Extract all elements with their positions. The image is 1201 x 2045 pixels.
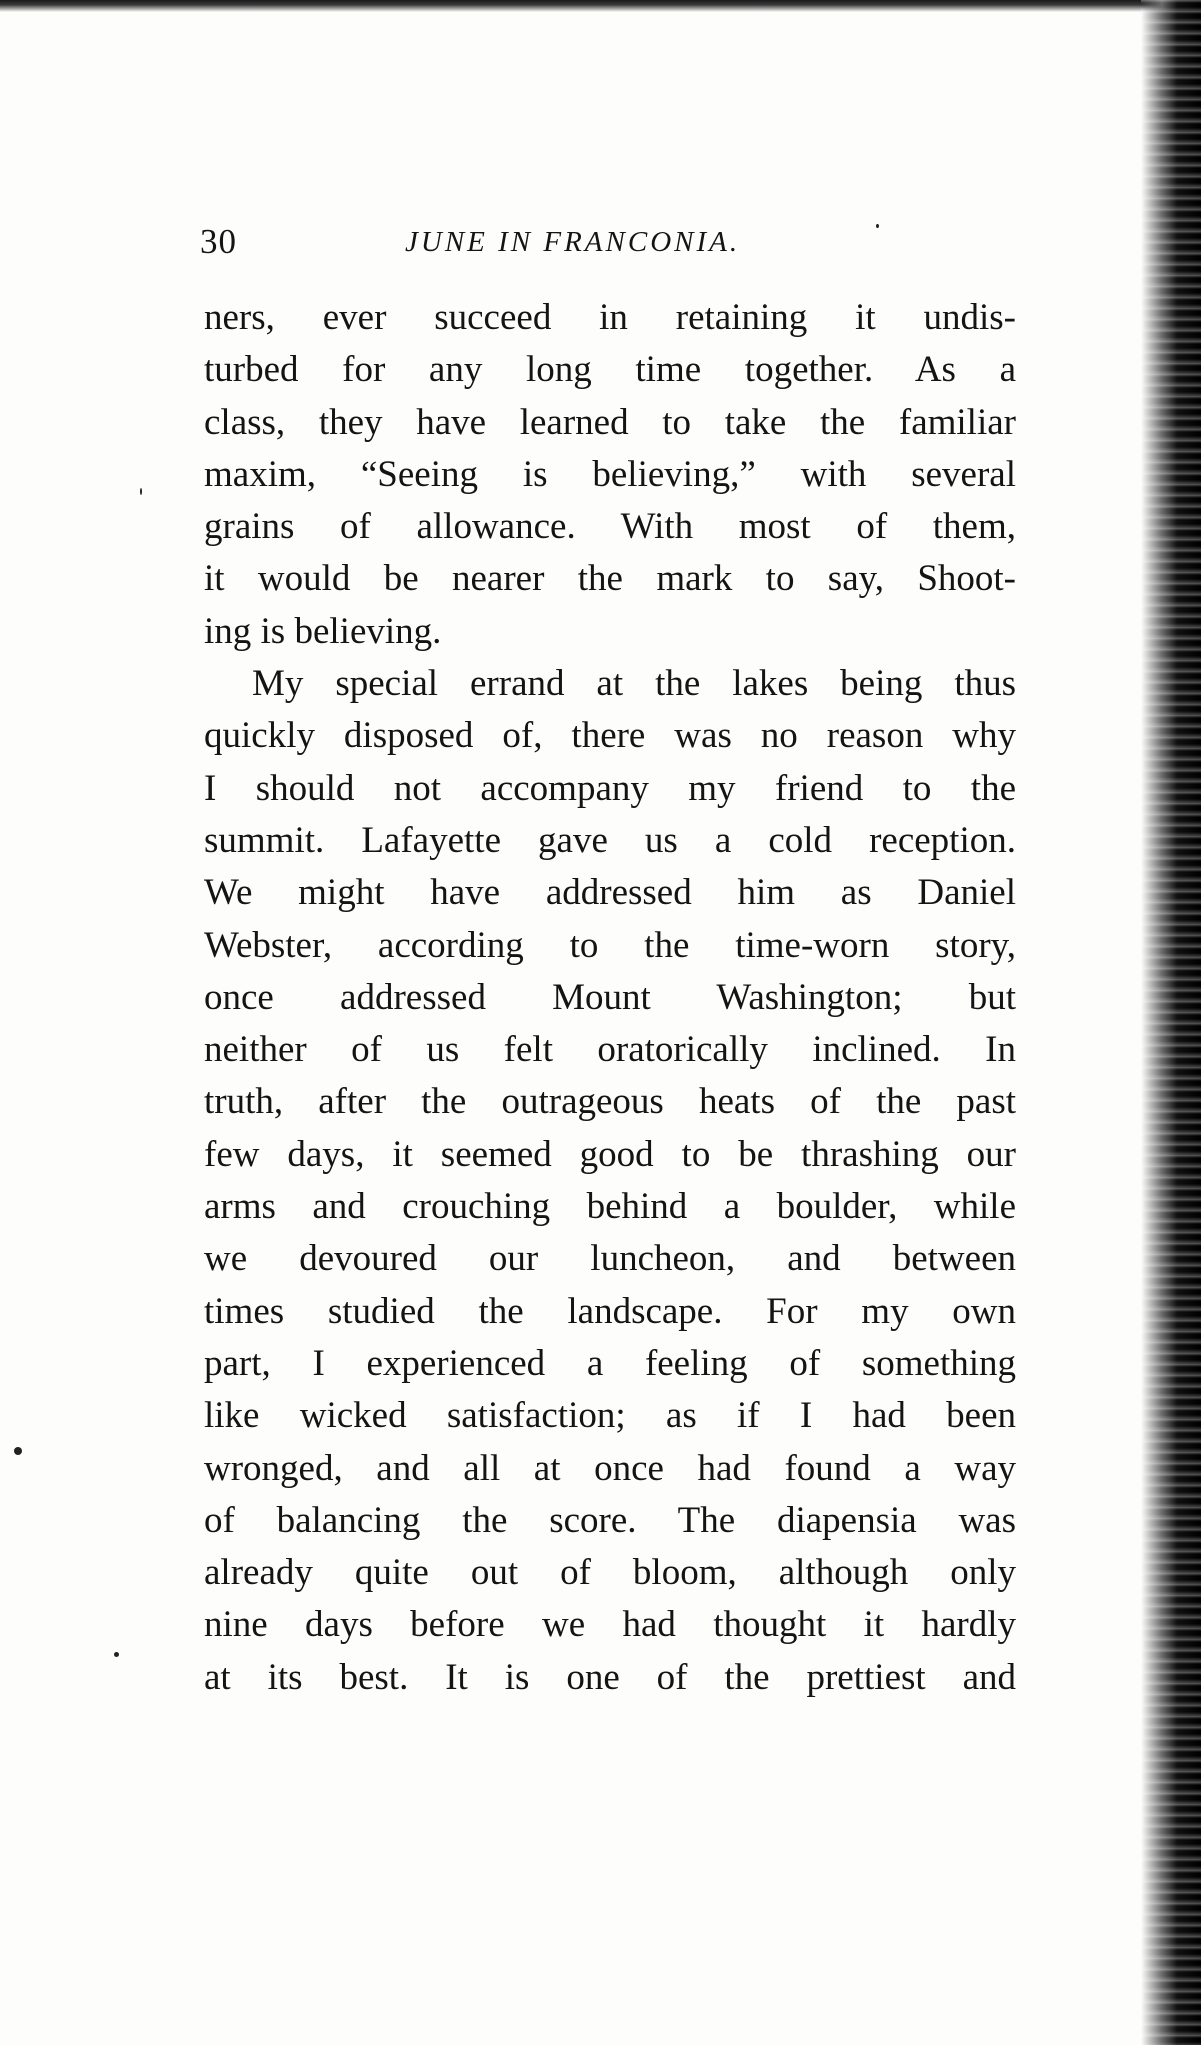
text-line: we devoured our luncheon, and between [204,1238,1016,1280]
text-line: already quite out of bloom, although only [204,1552,1016,1594]
text-line: like wicked satisfaction; as if I had been [204,1395,1016,1437]
text-line: Webster, according to the time-worn story, [204,924,1016,966]
text-line: grains of allowance. With most of them, [204,506,1016,548]
text-line: times studied the landscape. For my own [204,1290,1016,1332]
running-title: JUNE IN FRANCONIA. [405,226,741,258]
text-line: summit. Lafayette gave us a cold reception. [204,819,1016,861]
text-line: turbed for any long time together. As a [204,349,1016,391]
text-line: ing is believing. [204,610,442,652]
scan-speck [14,1447,22,1455]
page-number: 30 [200,222,237,261]
paragraph-1 [204,292,1016,658]
page-header [200,222,1020,272]
text-line: nine days before we had thought it hardly [204,1604,1016,1646]
text-line: once addressed Mount Washington; but [204,976,1016,1018]
text-line: wronged, and all at once had found a way [204,1447,1016,1489]
scan-speck [114,1652,119,1657]
text-line: truth, after the outrageous heats of the past [204,1081,1016,1123]
text-line: of balancing the score. The diapensia was [204,1499,1016,1541]
text-line: ners, ever succeed in retaining it undis- [204,297,1016,338]
text-line: maxim, “Seeing is believing,” with several [204,453,1016,495]
text-line: part, I experienced a feeling of something [204,1342,1016,1384]
text-line: quickly disposed of, there was no reason why [204,715,1016,757]
text-line: few days, it seemed good to be thrashing our [204,1133,1016,1175]
scan-speck [140,488,142,495]
text-line: arms and crouching behind a boulder, while [204,1186,1016,1228]
text-line: My special errand at the lakes being thus [252,663,1016,705]
scan-top-edge [0,0,1201,12]
paragraph-2 [204,658,1016,1704]
text-line: it would be nearer the mark to say, Shoot- [204,558,1016,600]
scan-right-gutter [1141,0,1201,2045]
text-line: We might have addressed him as Daniel [204,872,1016,914]
body-text [204,292,1016,1704]
text-line: I should not accompany my friend to the [204,767,1016,809]
text-line: at its best. It is one of the prettiest and [204,1656,1016,1698]
text-line: class, they have learned to take the familiar [204,401,1016,443]
text-line: neither of us felt oratorically inclined. In [204,1029,1016,1071]
